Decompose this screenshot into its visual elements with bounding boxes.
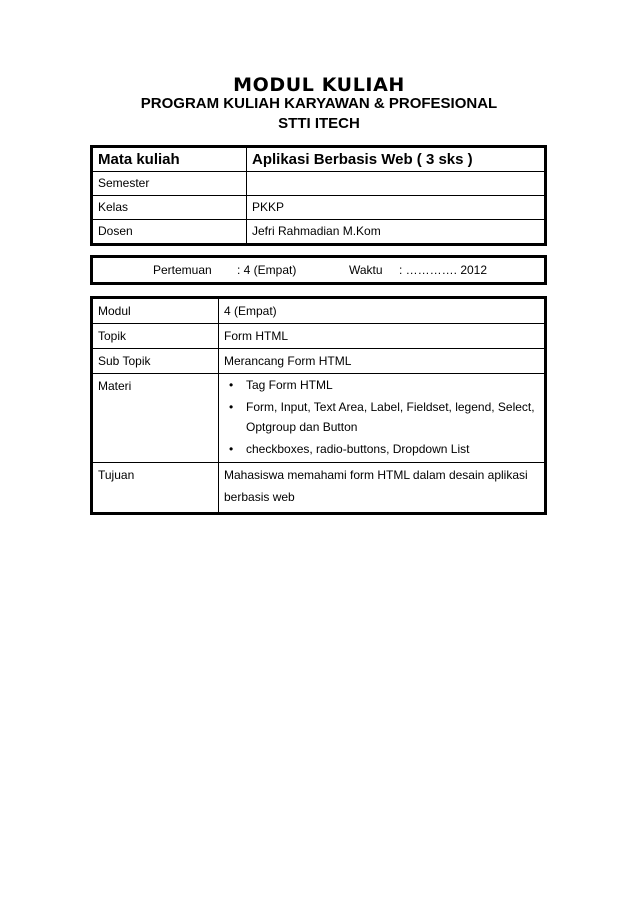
course-info-row (92, 220, 546, 245)
module-row (92, 324, 546, 349)
bullet-icon: • (229, 442, 234, 456)
dosen-value: Jefri Rahmadian M.Kom (247, 220, 546, 245)
course-label: Mata kuliah (92, 147, 247, 172)
modul-label: Modul (92, 298, 219, 324)
modul-value: 4 (Empat) (219, 298, 546, 324)
topik-value: Form HTML (219, 324, 546, 349)
module-row (92, 349, 546, 374)
module-row (92, 374, 546, 463)
kelas-label: Kelas (92, 196, 247, 220)
list-item: • checkboxes, radio-buttons, Dropdown List (224, 439, 539, 459)
course-info-row (92, 172, 546, 196)
course-value: Aplikasi Berbasis Web ( 3 sks ) (247, 147, 546, 172)
list-item: • Tag Form HTML (224, 375, 539, 395)
dosen-label: Dosen (92, 220, 247, 245)
subtopik-value: Merancang Form HTML (219, 349, 546, 374)
waktu-value: : …………. 2012 (399, 263, 488, 277)
course-info-row (92, 196, 546, 220)
pertemuan-label: Pertemuan (153, 263, 212, 277)
materi-value (219, 374, 546, 463)
tujuan-label: Tujuan (92, 463, 219, 514)
kelas-value: PKKP (247, 196, 546, 220)
module-table (90, 296, 547, 515)
materi-label: Materi (92, 374, 219, 463)
tujuan-value: Mahasiswa memahami form HTML dalam desain aplikasi berbasis web (219, 463, 546, 514)
subtopik-label: Sub Topik (92, 349, 219, 374)
meeting-row (92, 257, 546, 284)
bullet-icon: • (229, 378, 234, 392)
topik-label: Topik (92, 324, 219, 349)
list-item: • Form, Input, Text Area, Label, Fieldset, legend, Select, Optgroup dan Button (224, 397, 539, 437)
pertemuan-value: : 4 (Empat) (237, 263, 297, 277)
semester-label: Semester (92, 172, 247, 196)
course-info-table (90, 145, 547, 246)
semester-value (247, 172, 546, 196)
module-row (92, 298, 546, 324)
materi-list (224, 375, 539, 459)
bullet-icon: • (229, 400, 234, 414)
waktu-label: Waktu (349, 263, 383, 277)
meeting-table (90, 255, 547, 285)
course-info-row (92, 147, 546, 172)
module-title: MODUL KULIAH (233, 74, 405, 96)
institution-title: STTI ITECH (278, 115, 360, 132)
program-title: PROGRAM KULIAH KARYAWAN & PROFESIONAL (140, 95, 498, 112)
module-row (92, 463, 546, 514)
